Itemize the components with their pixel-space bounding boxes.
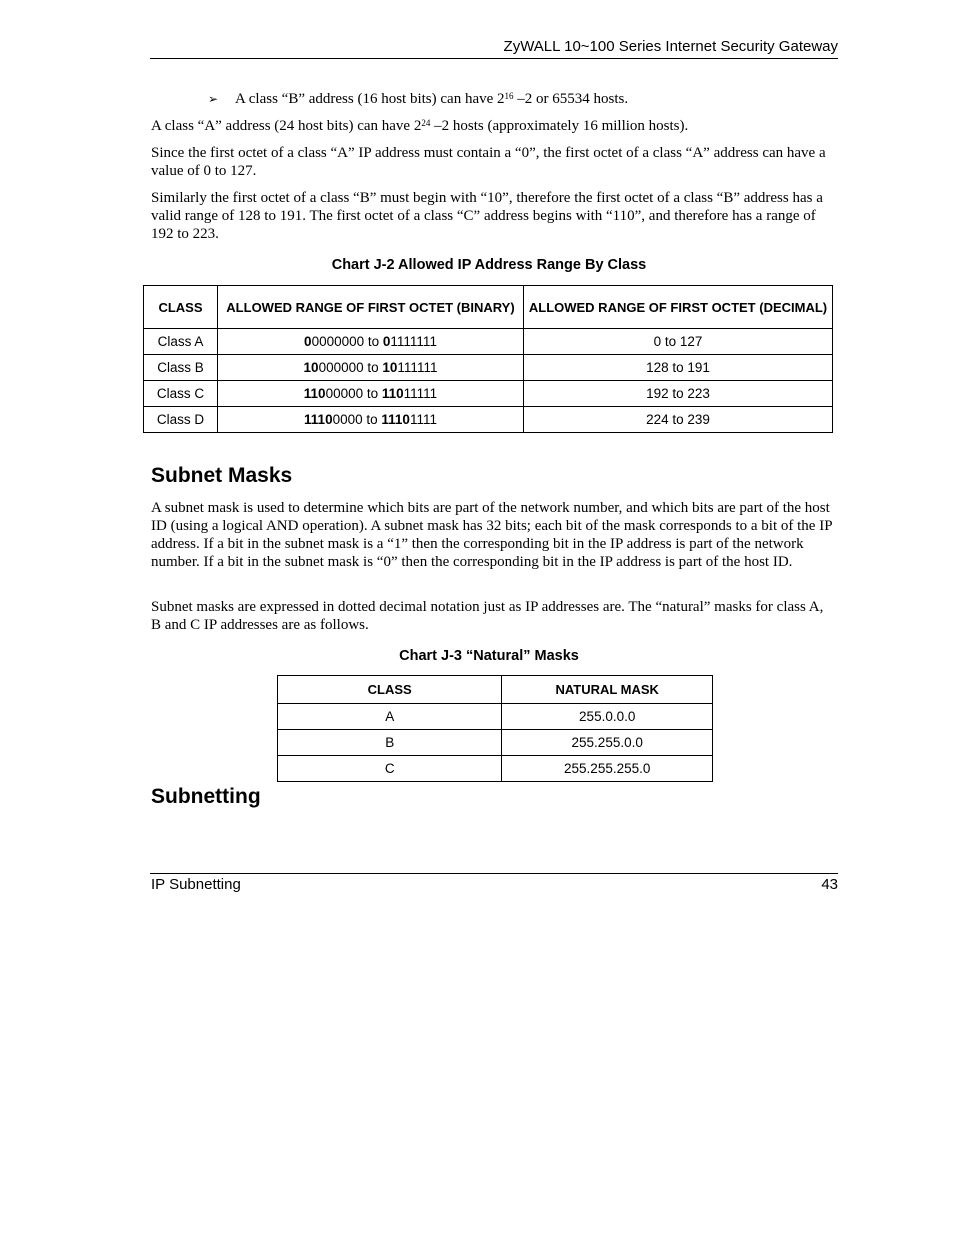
cell-mask: 255.0.0.0 xyxy=(502,704,713,730)
cell-decimal: 128 to 191 xyxy=(524,355,833,381)
paragraph-dotted-decimal: Subnet masks are expressed in dotted decimal notation just as IP addresses are. The “natural” masks for class A, B and C IP addresses are as follows. xyxy=(151,599,824,633)
table-row xyxy=(144,329,833,355)
header-title: ZyWALL 10~100 Series Internet Security Gateway xyxy=(503,38,838,55)
para1-post: –2 hosts (approximately 16 million hosts). xyxy=(430,118,689,134)
page-number: 43 xyxy=(821,876,838,893)
paragraph-class-a-octet: Since the first octet of a class “A” IP address must contain a “0”, the first octet of a class “A” address can have a value of 0 to 127. xyxy=(151,145,826,179)
para1-pre: A class “A” address (24 host bits) can have 2 xyxy=(151,118,422,134)
bullet-text-pre: A class “B” address (16 host bits) can have 2 xyxy=(235,91,505,107)
cell-class: Class A xyxy=(144,329,218,355)
table2-caption: Chart J-3 “Natural” Masks xyxy=(399,648,579,664)
section-heading-subnet-masks: Subnet Masks xyxy=(151,464,293,487)
column-header-decimal: ALLOWED RANGE OF FIRST OCTET (DECIMAL) xyxy=(524,286,833,329)
table-row xyxy=(144,355,833,381)
bullet-exponent: 16 xyxy=(504,91,514,101)
paragraph-class-a-hosts xyxy=(151,117,835,135)
arrow-bullet-icon: ➢ xyxy=(208,92,219,106)
section-heading-subnetting: Subnetting xyxy=(151,785,261,808)
cell-decimal: 224 to 239 xyxy=(524,407,833,433)
page-footer xyxy=(150,873,838,896)
cell-mask: 255.255.0.0 xyxy=(502,730,713,756)
table-row xyxy=(278,730,713,756)
column-header-class: CLASS xyxy=(278,676,502,704)
column-header-class: CLASS xyxy=(144,286,218,329)
natural-masks-table xyxy=(277,675,713,782)
table-row xyxy=(278,756,713,782)
bullet-item xyxy=(208,90,628,108)
cell-binary: 00000000 to 01111111 xyxy=(218,329,524,355)
cell-decimal: 0 to 127 xyxy=(524,329,833,355)
cell-class: C xyxy=(278,756,502,782)
address-range-table xyxy=(143,285,833,433)
table-row xyxy=(144,407,833,433)
cell-class: Class C xyxy=(144,381,218,407)
cell-class: A xyxy=(278,704,502,730)
cell-decimal: 192 to 223 xyxy=(524,381,833,407)
paragraph-class-b-c-octet: Similarly the first octet of a class “B” must begin with “10”, therefore the first octet of a class “B” address has a valid range of 128 to 191. The first octet of a class “C” address begins with “110”, and therefore has a range of 192 to 223. xyxy=(151,190,823,242)
page-header xyxy=(150,38,838,59)
paragraph-subnet-mask-definition: A subnet mask is used to determine which bits are part of the network number, and which bits are part of the host ID (using a logical AND operation). A subnet mask has 32 bits; each bit of the mask corresponds to a bit of the IP address. If a bit in the subnet mask is a “1” then the corresponding bit in the IP address is part of the network number. If a bit in the subnet mask is “0” then the corresponding bit in the IP address is part of the host ID. xyxy=(151,500,832,570)
table-row xyxy=(144,381,833,407)
cell-mask: 255.255.255.0 xyxy=(502,756,713,782)
table-row xyxy=(278,704,713,730)
para1-exponent: 24 xyxy=(421,118,431,128)
cell-class: Class D xyxy=(144,407,218,433)
cell-binary: 10000000 to 10111111 xyxy=(218,355,524,381)
table-header-row xyxy=(144,286,833,329)
bullet-text-post: –2 or 65534 hosts. xyxy=(513,91,629,107)
footer-section-name: IP Subnetting xyxy=(151,876,241,893)
cell-binary: 11100000 to 11101111 xyxy=(218,407,524,433)
column-header-natural-mask: NATURAL MASK xyxy=(502,676,713,704)
cell-binary: 11000000 to 11011111 xyxy=(218,381,524,407)
table1-caption: Chart J-2 Allowed IP Address Range By Class xyxy=(331,257,647,273)
column-header-binary: ALLOWED RANGE OF FIRST OCTET (BINARY) xyxy=(218,286,524,329)
cell-class: Class B xyxy=(144,355,218,381)
cell-class: B xyxy=(278,730,502,756)
table-header-row xyxy=(278,676,713,704)
